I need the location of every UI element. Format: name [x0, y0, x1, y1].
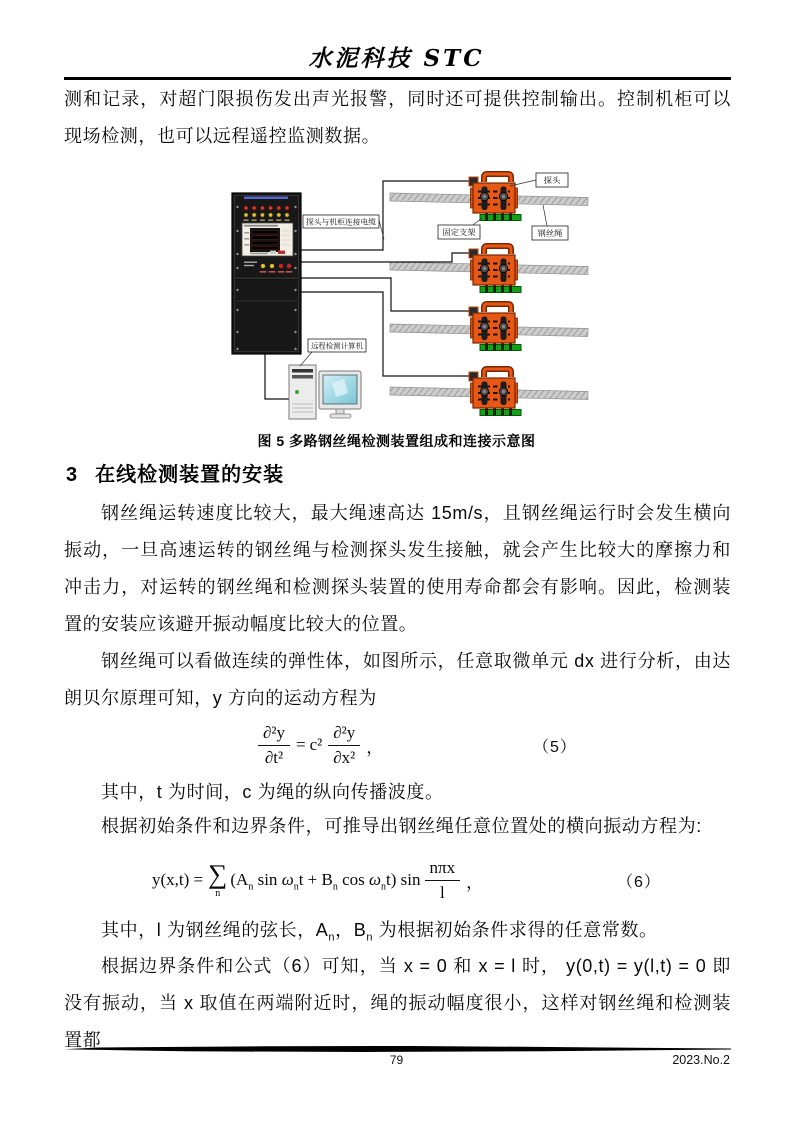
paragraph-where5: 其中，t 为时间，c 为绳的纵向传播波度。 — [101, 782, 444, 802]
intro-paragraph: 测和记录，对超门限损伤发出声光报警，同时还可提供控制输出。控制机柜可以现场检测，也可以远程遥控监测数据。 — [64, 89, 731, 146]
svg-text:固定支架: 固定支架 — [442, 228, 475, 237]
probe-device — [469, 369, 521, 416]
equation-number: （6） — [617, 873, 661, 891]
probe-device — [469, 174, 521, 221]
label-rope — [532, 205, 568, 240]
page-number: 79 — [389, 1053, 404, 1067]
label-remote-computer — [300, 339, 366, 366]
journal-title: 水泥科技 STC — [308, 45, 485, 72]
fraction: $\frac{\text{nπx}}{l}$ — [425, 857, 461, 903]
probe-device — [469, 304, 521, 351]
monitor — [319, 371, 361, 418]
label-probe — [510, 173, 568, 187]
figure-caption: 图 5 多路钢丝绳检测装置组成和连接示意图 — [257, 433, 536, 449]
cabinet-screen — [242, 223, 293, 256]
issue-number: 2023.No.2 — [672, 1053, 730, 1067]
svg-text:钢丝绳: 钢丝绳 — [537, 229, 562, 238]
fraction: $\frac{\text{∂²y}}{\text{∂t²}}$ — [258, 722, 290, 768]
fraction: $\frac{\text{∂²y}}{\text{∂x²}}$ — [328, 722, 360, 768]
cabinet-title-strip — [244, 197, 288, 200]
header-rule — [64, 77, 731, 80]
paragraph-install: 钢丝绳运转速度比较大，最大绳速高达 15m/s，且钢丝绳运行时会发生横向振动，一旦高速运转的钢丝绳与检测探头发生接触，就会产生比较大的摩擦力和冲击力，对运转的钢丝绳和检测探头装置的使用寿命都会有影响。因此，检测装置的安装应该避开振动幅度比较大的位置。 — [64, 503, 731, 634]
paragraph-where6: 其中，l 为钢丝绳的弦长，$A_n$，$B_n$ 为根据初始条件求得的任意常数。 — [101, 920, 658, 944]
svg-text:探头: 探头 — [543, 176, 560, 185]
label-cable — [303, 215, 384, 239]
desktop-tower — [289, 365, 316, 419]
section-heading — [66, 458, 284, 487]
svg-text:探头与机柜连接电缆: 探头与机柜连接电缆 — [306, 217, 374, 227]
paragraph-derive: 根据初始条件和边界条件，可推导出钢丝绳任意位置处的横向振动方程为: — [101, 816, 702, 836]
equation-number: （5） — [533, 738, 577, 756]
equation-6: y(x,t) = ∑ n ($A_n$ $\sin \omega_nt + B_n$ $\cos \omega_nt$) sin $\frac{\text{nπx}}{l}$ ， （6） — [152, 858, 661, 902]
control-cabinet — [232, 193, 301, 354]
svg-text:远程检测计算机: 远程检测计算机 — [311, 341, 364, 351]
equation-5: $\frac{\text{∂²y}}{\text{∂t²}}$ = c² $\frac{\text{∂²y}}{\text{∂x²}}$ ， （5） — [64, 714, 731, 776]
paragraph-boundary: 根据边界条件和公式（6）可知，当 x = 0 和 x = l 时， y(0,t) = y(l,t) = 0 即没有振动，当 x 取值在两端附近时，绳的振动幅度很小，这样对钢丝绳和检测装置都 — [64, 956, 731, 1050]
figure-diagram — [176, 160, 632, 432]
section-title: 在线检测装置的安装 — [95, 464, 285, 486]
section-number: 3 — [66, 464, 79, 486]
paragraph-elastic: 钢丝绳可以看做连续的弹性体，如图所示，任意取微单元 dx 进行分析，由达朗贝尔原理可知，y 方向的运动方程为 — [64, 651, 731, 708]
probe-device — [469, 246, 521, 293]
summation-symbol: ∑ n — [208, 859, 228, 899]
label-bracket — [438, 218, 482, 239]
